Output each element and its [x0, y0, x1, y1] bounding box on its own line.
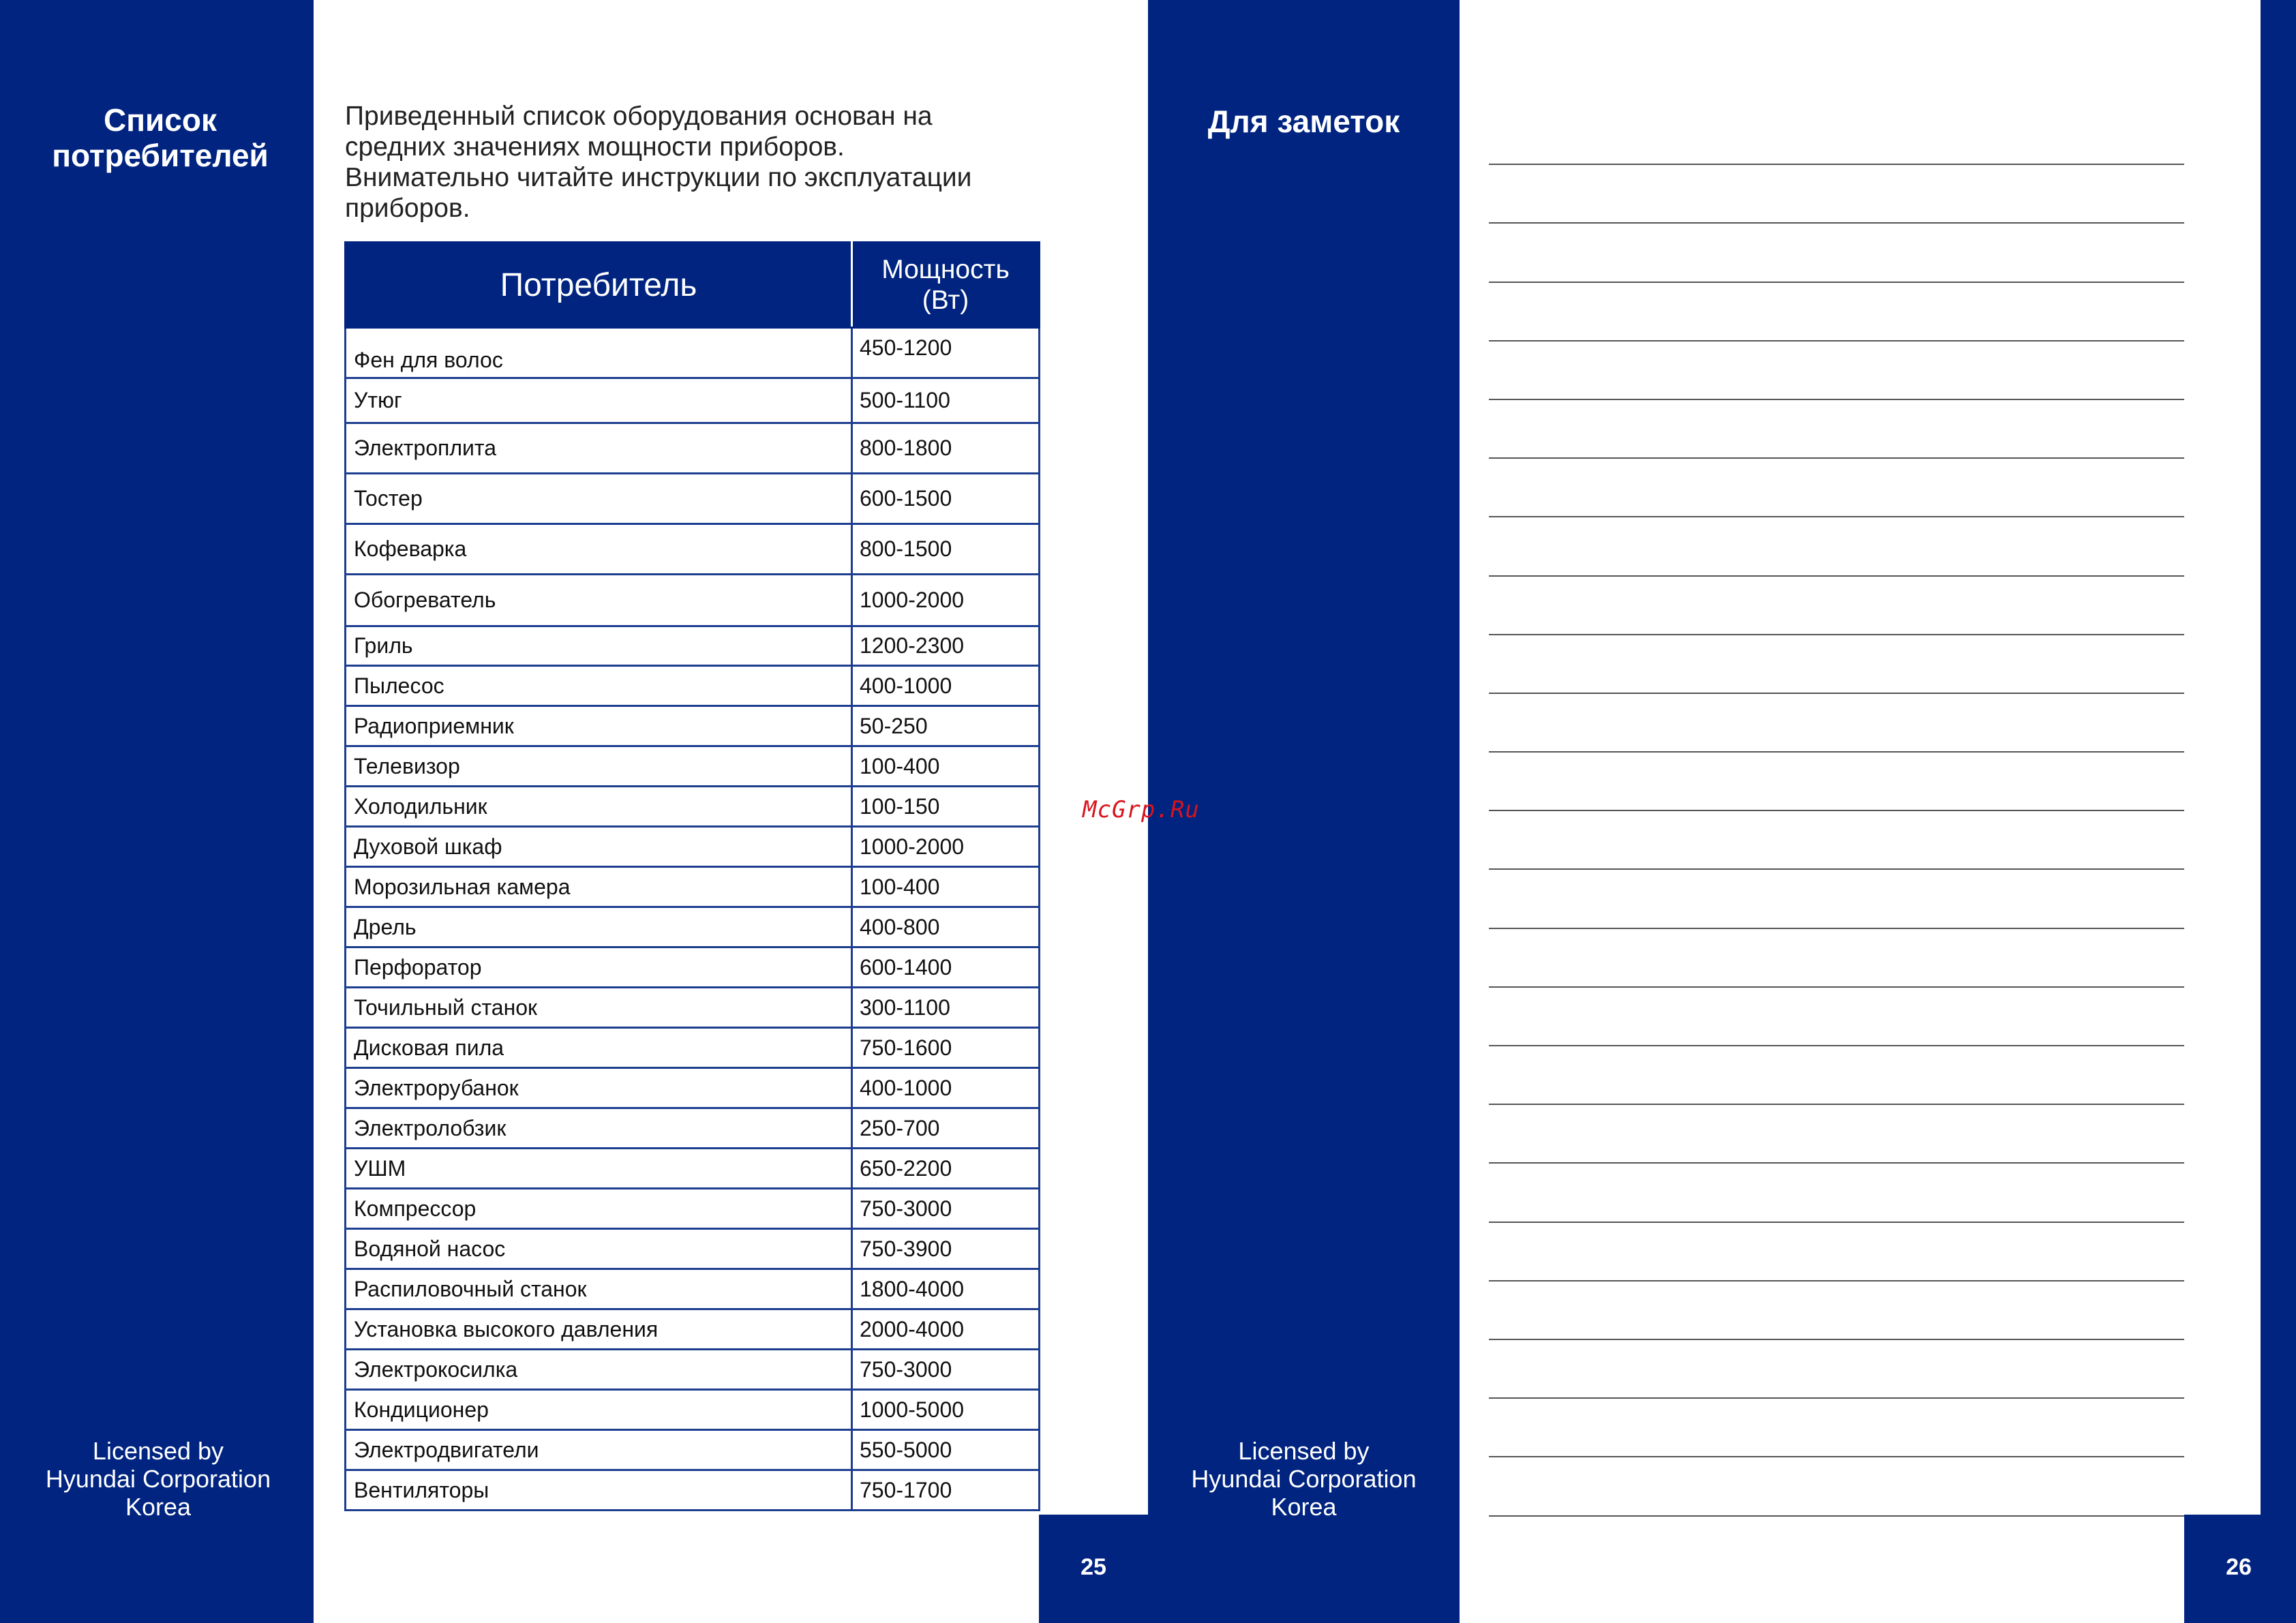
- page-number-25: 25: [1081, 1554, 1106, 1580]
- consumer-name-cell: Водяной насос: [346, 1229, 852, 1269]
- table-body: [346, 328, 1040, 1511]
- header-power-line2: (Вт): [922, 286, 969, 315]
- consumer-name-cell: Тостер: [346, 474, 852, 524]
- table-row: [346, 1350, 1040, 1390]
- note-line: [1489, 694, 2184, 753]
- table-row: [346, 907, 1040, 947]
- table-row: [346, 787, 1040, 827]
- consumer-name-cell: Компрессор: [346, 1189, 852, 1229]
- consumer-name-cell: Духовой шкаф: [346, 827, 852, 867]
- licensed-line: Hyundai Corporation: [1191, 1465, 1417, 1493]
- table-row: [346, 1390, 1040, 1430]
- right-edge-band: [2261, 0, 2296, 1623]
- consumer-name-cell: Кофеварка: [346, 524, 852, 575]
- header-power-line1: Мощность: [881, 255, 1010, 284]
- power-value-cell: 450-1200: [852, 328, 1040, 378]
- power-value-cell: 100-400: [852, 867, 1040, 907]
- note-line: [1489, 1223, 2184, 1281]
- note-line: [1489, 459, 2184, 517]
- note-line: [1489, 400, 2184, 459]
- power-value-cell: 1000-5000: [852, 1390, 1040, 1430]
- table-row: [346, 1269, 1040, 1309]
- consumer-name-cell: УШМ: [346, 1149, 852, 1189]
- note-line: [1489, 1164, 2184, 1222]
- table-row: [346, 1309, 1040, 1350]
- consumer-name-cell: Морозильная камера: [346, 867, 852, 907]
- power-consumption-table: [344, 241, 1040, 1511]
- consumer-name-cell: Дрель: [346, 907, 852, 947]
- header-power: [852, 243, 1040, 328]
- power-value-cell: 250-700: [852, 1108, 1040, 1149]
- consumer-name-cell: Обогреватель: [346, 575, 852, 626]
- consumer-name-cell: Холодильник: [346, 787, 852, 827]
- intro-line: Внимательно читайте инструкции по эксплуатации: [345, 163, 972, 192]
- right-page-title: Для заметок: [1207, 104, 1400, 139]
- table-row: [346, 1229, 1040, 1269]
- intro-line: Приведенный список оборудования основан на: [345, 102, 933, 131]
- table-row: [346, 706, 1040, 746]
- intro-line: приборов.: [345, 194, 470, 223]
- note-line: [1489, 342, 2184, 400]
- licensed-line: Hyundai Corporation: [45, 1465, 271, 1493]
- power-value-cell: 600-1400: [852, 947, 1040, 988]
- consumer-name-cell: Дисковая пила: [346, 1028, 852, 1068]
- table-row: [346, 988, 1040, 1028]
- consumer-name-cell: Кондиционер: [346, 1390, 852, 1430]
- note-line: [1489, 517, 2184, 576]
- consumer-name-cell: Перфоратор: [346, 947, 852, 988]
- consumer-name-cell: Утюг: [346, 378, 852, 423]
- note-line: [1489, 1281, 2184, 1340]
- consumer-name-cell: Электрокосилка: [346, 1350, 852, 1390]
- right-licensed-text: [1148, 1437, 1460, 1521]
- note-line: [1489, 635, 2184, 694]
- left-page-title: [0, 102, 320, 173]
- table-row: [346, 1028, 1040, 1068]
- table-row: [346, 666, 1040, 706]
- consumer-name-cell: Телевизор: [346, 746, 852, 787]
- table-row: [346, 1149, 1040, 1189]
- page-number-26: 26: [2226, 1554, 2252, 1580]
- notes-lines: [1489, 106, 2184, 1517]
- consumer-name-cell: Точильный станок: [346, 988, 852, 1028]
- power-value-cell: 50-250: [852, 706, 1040, 746]
- power-value-cell: 750-3900: [852, 1229, 1040, 1269]
- note-line: [1489, 929, 2184, 988]
- power-value-cell: 1800-4000: [852, 1269, 1040, 1309]
- table-row: [346, 524, 1040, 575]
- licensed-line: Licensed by: [1238, 1437, 1370, 1465]
- header-consumer: Потребитель: [346, 243, 852, 328]
- power-value-cell: 100-400: [852, 746, 1040, 787]
- consumer-name-cell: Установка высокого давления: [346, 1309, 852, 1350]
- table-row: [346, 746, 1040, 787]
- table-row: [346, 474, 1040, 524]
- note-line: [1489, 224, 2184, 282]
- note-line: [1489, 1457, 2184, 1516]
- consumer-name-cell: Радиоприемник: [346, 706, 852, 746]
- power-value-cell: 1200-2300: [852, 626, 1040, 666]
- intro-line: средних значениях мощности приборов.: [345, 132, 845, 162]
- power-value-cell: 400-1000: [852, 666, 1040, 706]
- consumer-name-cell: Фен для волос: [346, 328, 852, 378]
- table-row: [346, 827, 1040, 867]
- consumer-name-cell: Пылесос: [346, 666, 852, 706]
- licensed-line: Korea: [125, 1493, 192, 1521]
- power-value-cell: 550-5000: [852, 1430, 1040, 1470]
- power-value-cell: 400-1000: [852, 1068, 1040, 1108]
- note-line: [1489, 1105, 2184, 1164]
- consumer-name-cell: Распиловочный станок: [346, 1269, 852, 1309]
- table-row: [346, 947, 1040, 988]
- power-value-cell: 400-800: [852, 907, 1040, 947]
- table-row: [346, 1430, 1040, 1470]
- power-value-cell: 750-1600: [852, 1028, 1040, 1068]
- watermark-text: McGrp.Ru: [1083, 796, 1200, 823]
- table-row: [346, 378, 1040, 423]
- table-row: [346, 575, 1040, 626]
- power-value-cell: 1000-2000: [852, 575, 1040, 626]
- note-line: [1489, 1399, 2184, 1457]
- note-line: [1489, 988, 2184, 1046]
- power-value-cell: 2000-4000: [852, 1309, 1040, 1350]
- note-line: [1489, 811, 2184, 870]
- consumer-name-cell: Электрорубанок: [346, 1068, 852, 1108]
- table-row: [346, 423, 1040, 474]
- left-title-line2: потребителей: [52, 138, 269, 173]
- intro-paragraph: [345, 101, 1054, 224]
- note-line: [1489, 1046, 2184, 1105]
- note-line: [1489, 577, 2184, 635]
- table-row: [346, 1470, 1040, 1511]
- left-licensed-text: [1, 1437, 315, 1521]
- power-value-cell: 750-3000: [852, 1350, 1040, 1390]
- licensed-line: Licensed by: [92, 1437, 224, 1465]
- left-title-line1: Список: [104, 102, 217, 138]
- power-value-cell: 750-3000: [852, 1189, 1040, 1229]
- table-row: [346, 1108, 1040, 1149]
- consumer-name-cell: Электродвигатели: [346, 1430, 852, 1470]
- licensed-line: Korea: [1271, 1493, 1337, 1521]
- note-line: [1489, 283, 2184, 342]
- consumer-name-cell: Гриль: [346, 626, 852, 666]
- power-value-cell: 300-1100: [852, 988, 1040, 1028]
- power-value-cell: 800-1800: [852, 423, 1040, 474]
- table-header-row: [346, 243, 1040, 328]
- note-line: [1489, 165, 2184, 224]
- left-side-band: [0, 0, 314, 1623]
- table-row: [346, 867, 1040, 907]
- consumer-name-cell: Вентиляторы: [346, 1470, 852, 1511]
- table-row: [346, 1189, 1040, 1229]
- note-line: [1489, 1340, 2184, 1399]
- table-row: [346, 328, 1040, 378]
- power-value-cell: 1000-2000: [852, 827, 1040, 867]
- consumer-name-cell: Электроплита: [346, 423, 852, 474]
- power-value-cell: 800-1500: [852, 524, 1040, 575]
- note-line: [1489, 870, 2184, 928]
- power-value-cell: 600-1500: [852, 474, 1040, 524]
- table-row: [346, 626, 1040, 666]
- power-value-cell: 750-1700: [852, 1470, 1040, 1511]
- table-row: [346, 1068, 1040, 1108]
- consumer-name-cell: Электролобзик: [346, 1108, 852, 1149]
- note-line: [1489, 106, 2184, 165]
- power-value-cell: 650-2200: [852, 1149, 1040, 1189]
- power-value-cell: 500-1100: [852, 378, 1040, 423]
- power-value-cell: 100-150: [852, 787, 1040, 827]
- note-line: [1489, 753, 2184, 811]
